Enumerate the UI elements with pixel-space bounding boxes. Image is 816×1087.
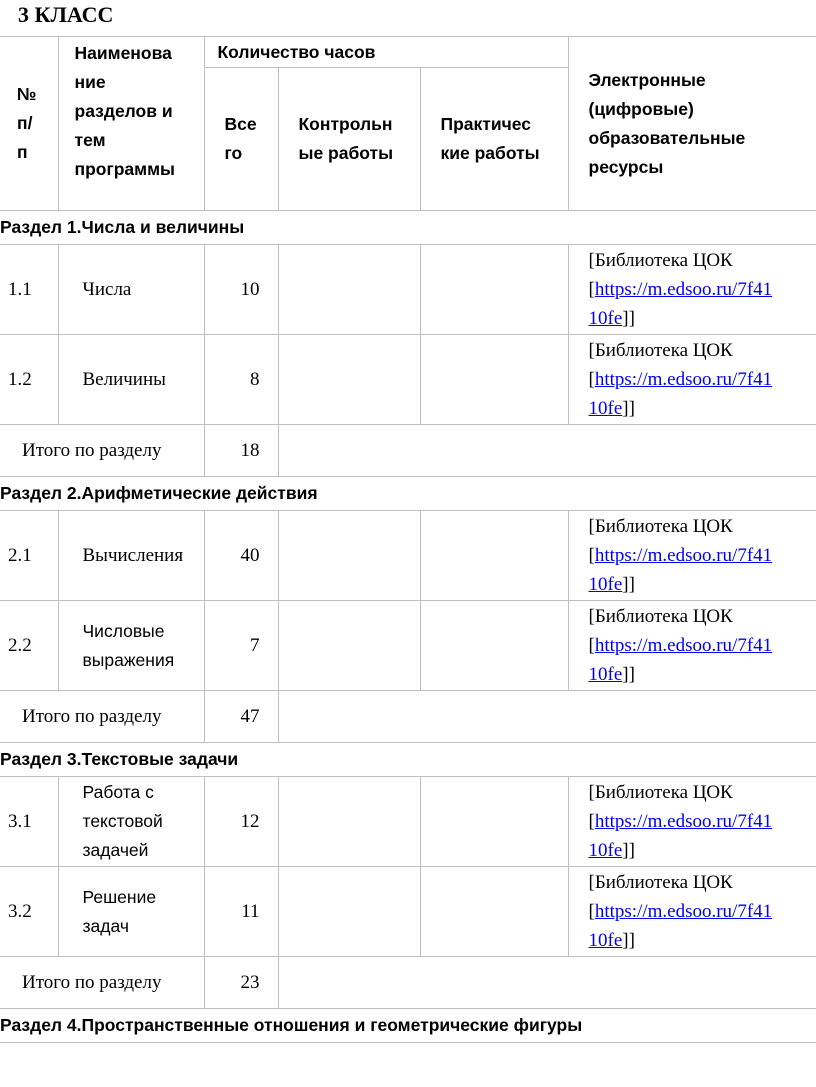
row-resource: [Библиотека ЦОК [https://m.edsoo.ru/7f41 10fe]] — [568, 867, 816, 957]
header-control-line: Контрольн — [298, 114, 393, 134]
resource-link[interactable]: https://m.edsoo.ru/7f41 — [594, 369, 773, 390]
row-number: 3.2 — [0, 867, 58, 957]
resource-link[interactable]: 10fe — [588, 840, 623, 861]
resource-link[interactable]: 10fe — [588, 930, 623, 951]
row-control — [278, 867, 420, 957]
row-practical — [420, 867, 568, 957]
header-total-line: го — [224, 143, 243, 163]
section-total-empty — [278, 691, 816, 743]
row-control — [278, 245, 420, 335]
row-practical — [420, 601, 568, 691]
row-name-line: Работа с — [82, 782, 154, 802]
row-name — [58, 601, 204, 691]
resource-link[interactable]: 10fe — [588, 308, 623, 329]
section-title: Раздел 3.Текстовые задачи — [0, 743, 816, 777]
row-name — [58, 335, 204, 425]
header-total-line: Все — [224, 114, 257, 134]
section-total-hours: 18 — [204, 425, 278, 477]
section-total-label: Итого по разделу — [0, 425, 204, 477]
row-number: 1.2 — [0, 335, 58, 425]
table-row — [0, 245, 816, 335]
table-row — [0, 335, 816, 425]
resource-suffix: ]] — [622, 664, 635, 685]
page-title: 3 КЛАСС — [18, 2, 114, 27]
row-control — [278, 335, 420, 425]
row-hours: 11 — [204, 867, 278, 957]
row-practical — [420, 777, 568, 867]
header-practical-line: кие работы — [440, 143, 540, 163]
row-resource: [Библиотека ЦОК [https://m.edsoo.ru/7f41 10fe]] — [568, 245, 816, 335]
row-name-line: Числовые — [82, 620, 165, 641]
resource-link[interactable]: https://m.edsoo.ru/7f41 — [594, 545, 773, 566]
resource-prefix: [Библиотека ЦОК — [588, 606, 733, 627]
resource-link[interactable]: https://m.edsoo.ru/7f41 — [594, 279, 773, 300]
resource-suffix: ]] — [622, 574, 635, 595]
header-resources-line: образовательные — [588, 127, 746, 148]
section-total-row — [0, 957, 816, 1009]
table-row — [0, 777, 816, 867]
header-control-cell — [278, 68, 420, 211]
section-title: Раздел 2.Арифметические действия — [0, 477, 816, 511]
row-name — [58, 867, 204, 957]
resource-suffix: ]] — [622, 840, 635, 861]
header-resources-cell — [568, 37, 816, 211]
row-number: 1.1 — [0, 245, 58, 335]
section-title: Раздел 1.Числа и величины — [0, 211, 816, 245]
section-row — [0, 743, 816, 777]
curriculum-table — [0, 36, 816, 1043]
header-number-line: п — [17, 142, 28, 162]
row-resource: [Библиотека ЦОК [https://m.edsoo.ru/7f41 10fe]] — [568, 335, 816, 425]
header-resources-line: Электронные — [588, 69, 706, 90]
header-resources-line: (цифровые) — [588, 98, 694, 119]
header-number-cell — [0, 37, 58, 211]
resource-prefix: [Библиотека ЦОК — [588, 782, 733, 803]
resource-suffix: ]] — [622, 398, 635, 419]
header-practical-cell — [420, 68, 568, 211]
resource-prefix: [Библиотека ЦОК — [588, 872, 733, 893]
row-practical — [420, 335, 568, 425]
section-total-row — [0, 425, 816, 477]
row-resource: [Библиотека ЦОК [https://m.edsoo.ru/7f41 10fe]] — [568, 777, 816, 867]
row-hours: 12 — [204, 777, 278, 867]
resource-link[interactable]: https://m.edsoo.ru/7f41 — [594, 635, 773, 656]
header-name-line: разделов и — [74, 101, 173, 121]
row-name-line: Вычисления — [82, 545, 184, 566]
section-total-empty — [278, 425, 816, 477]
section-total-label: Итого по разделу — [0, 957, 204, 1009]
section-total-hours: 23 — [204, 957, 278, 1009]
resource-prefix: [Библиотека ЦОК — [588, 340, 733, 361]
row-number: 3.1 — [0, 777, 58, 867]
row-resource: [Библиотека ЦОК [https://m.edsoo.ru/7f41 10fe]] — [568, 511, 816, 601]
row-control — [278, 511, 420, 601]
row-practical — [420, 245, 568, 335]
resource-link[interactable]: 10fe — [588, 398, 623, 419]
section-title: Раздел 4.Пространственные отношения и геометрические фигуры — [0, 1009, 816, 1043]
row-control — [278, 601, 420, 691]
row-name-line: текстовой — [82, 811, 163, 831]
row-name-line: Величины — [82, 369, 166, 390]
section-row — [0, 211, 816, 245]
row-hours: 40 — [204, 511, 278, 601]
header-name-line: программы — [74, 159, 175, 179]
row-name-line: задач — [82, 915, 129, 936]
table-row — [0, 867, 816, 957]
section-row — [0, 1009, 816, 1043]
resource-suffix: ]] — [622, 308, 635, 329]
row-control — [278, 777, 420, 867]
row-name-line: задачей — [82, 840, 149, 860]
section-total-row — [0, 691, 816, 743]
row-name-line: выражения — [82, 649, 175, 670]
row-hours: 10 — [204, 245, 278, 335]
row-practical — [420, 511, 568, 601]
row-name — [58, 245, 204, 335]
resource-suffix: ]] — [622, 930, 635, 951]
row-number: 2.1 — [0, 511, 58, 601]
row-number: 2.2 — [0, 601, 58, 691]
row-name-line: Решение — [82, 886, 157, 907]
row-resource: [Библиотека ЦОК [https://m.edsoo.ru/7f41 10fe]] — [568, 601, 816, 691]
header-control-line: ые работы — [298, 143, 394, 163]
header-name-line: Наименова — [74, 43, 172, 63]
resource-link[interactable]: https://m.edsoo.ru/7f41 — [594, 811, 773, 832]
resource-link[interactable]: 10fe — [588, 664, 623, 685]
resource-prefix: [Библиотека ЦОК — [588, 250, 733, 271]
header-resources-line: ресурсы — [588, 156, 664, 177]
section-total-empty — [278, 957, 816, 1009]
table-header-row — [0, 37, 816, 68]
header-number-line: № — [17, 84, 37, 104]
row-hours: 8 — [204, 335, 278, 425]
header-name-line: ние — [74, 72, 106, 92]
header-hours-group: Количество часов — [204, 37, 568, 68]
section-total-hours: 47 — [204, 691, 278, 743]
section-total-label: Итого по разделу — [0, 691, 204, 743]
row-name — [58, 511, 204, 601]
header-name-cell — [58, 37, 204, 211]
resource-link[interactable]: https://m.edsoo.ru/7f41 — [594, 901, 773, 922]
row-name — [58, 777, 204, 867]
header-practical-line: Практичес — [440, 114, 531, 134]
row-hours: 7 — [204, 601, 278, 691]
section-row — [0, 477, 816, 511]
table-row — [0, 511, 816, 601]
header-total-cell — [204, 68, 278, 211]
header-name-line: тем — [74, 130, 106, 150]
table-row — [0, 601, 816, 691]
header-number-line: п/ — [17, 113, 33, 133]
row-name-line: Числа — [82, 279, 132, 300]
resource-prefix: [Библиотека ЦОК — [588, 516, 733, 537]
resource-link[interactable]: 10fe — [588, 574, 623, 595]
